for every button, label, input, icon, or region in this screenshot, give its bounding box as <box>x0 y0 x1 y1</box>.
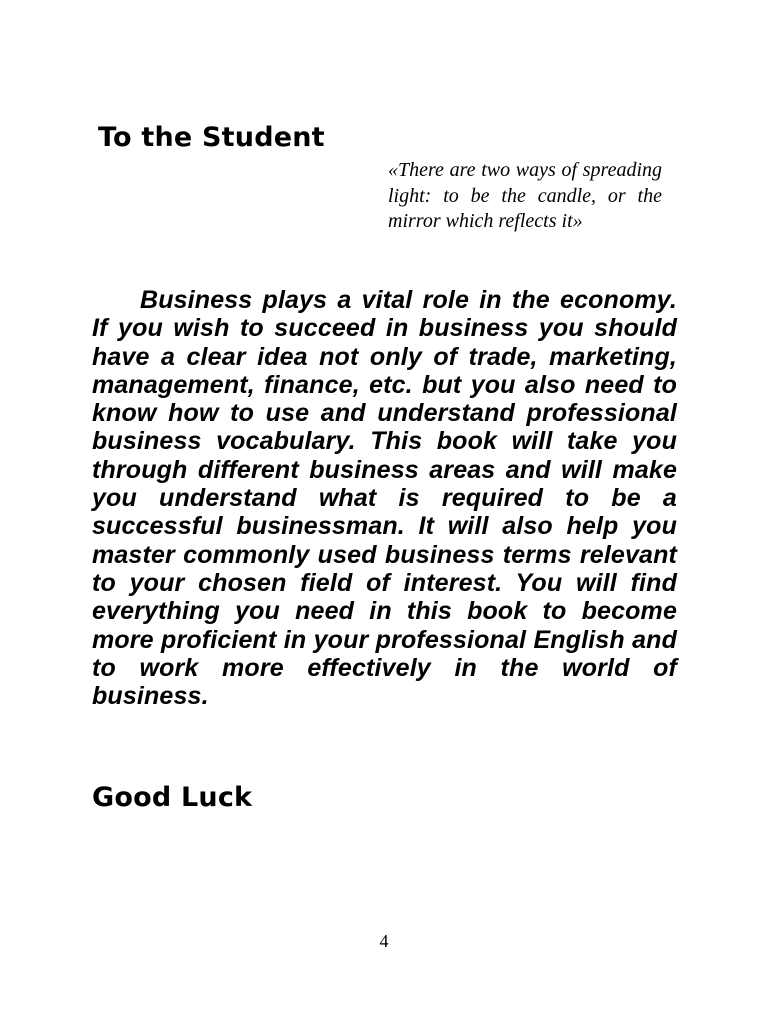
body-paragraph: Business plays a vital role in the economy. If you wish to succeed in business you should have a clear idea not only of trade, marketing, management, finance, etc. but you also need to know how to use and understand professional business vocabulary. This book will take you through different business areas and will make you understand what is required to be a successful businessman. It will also help you master commonly used business terms relevant to your chosen field of interest. You will find everything you need in this book to become more proficient in your professional English and to work more effectively in the world of business. <box>92 286 677 711</box>
closing-line: Good Luck <box>92 782 253 813</box>
page-number: 4 <box>379 931 389 951</box>
page-title: To the Student <box>98 122 325 153</box>
epigraph-quote: «There are two ways of spreading light: to be the candle, or the mirror which reflects it» <box>388 159 662 232</box>
